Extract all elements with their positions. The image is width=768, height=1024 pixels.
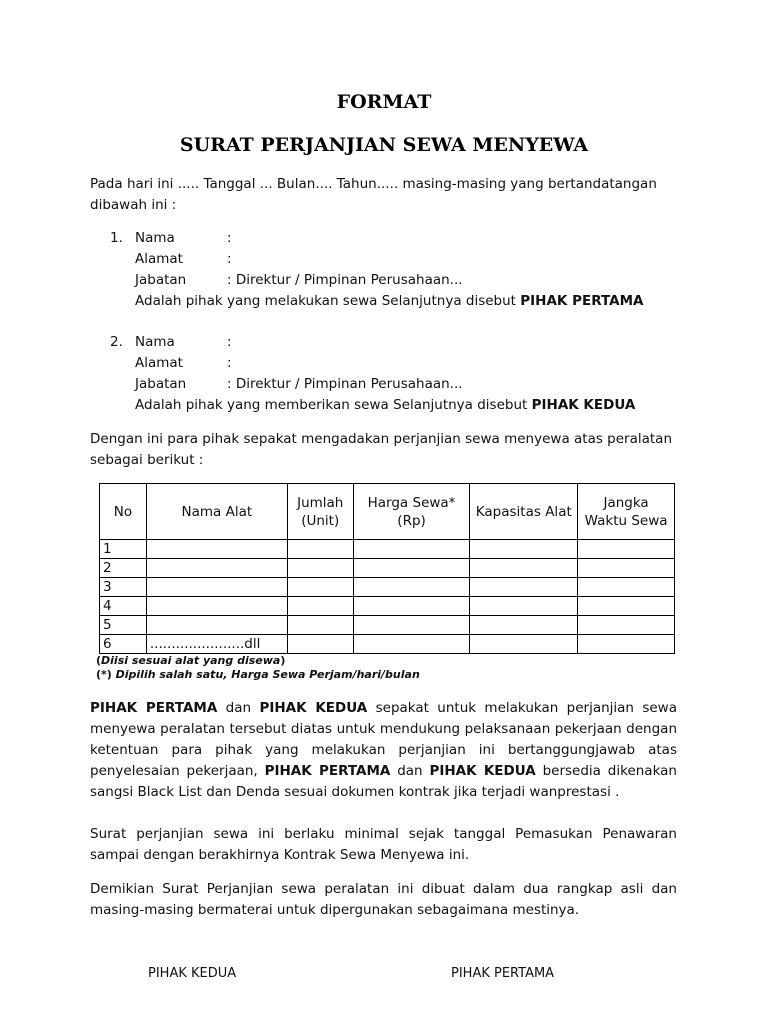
validity-paragraph: Surat perjanjian sewa ini berlaku minimal sejak tanggal Pemasukan Penawaran sampai dengan berakhirnya Kontrak Sewa Menyewa ini.	[90, 826, 677, 863]
party-1-address-label: Alamat	[135, 251, 183, 267]
party-1-address-value: :	[227, 251, 232, 267]
row-number: 2	[100, 559, 147, 578]
table-row	[100, 559, 675, 578]
equipment-table	[99, 483, 675, 654]
party-2-address-label: Alamat	[135, 355, 183, 371]
table-row	[100, 540, 675, 559]
row-item	[146, 540, 287, 559]
party-2-position-value: : Direktur / Pimpinan Perusahaan...	[227, 376, 463, 392]
p1-party-second: PIHAK KEDUA	[259, 700, 368, 716]
signature-party-first: PIHAK PERTAMA	[451, 966, 555, 981]
party-2-number: 2.	[110, 334, 123, 350]
header-capacity: Kapasitas Alat	[470, 484, 578, 540]
row-item	[146, 616, 287, 635]
row-number: 1	[100, 540, 147, 559]
p1-party-first-2: PIHAK PERTAMA	[264, 763, 391, 779]
note-2-prefix: (*)	[96, 668, 116, 681]
party-1-position-label: Jabatan	[135, 272, 187, 288]
row-number: 3	[100, 578, 147, 597]
party-2-name-value: :	[227, 334, 232, 350]
intro-line-1: Pada hari ini ..... Tanggal ... Bulan.... Tahun..... masing-masing yang bertandatangan	[90, 176, 657, 192]
party-2-position-label: Jabatan	[135, 376, 187, 392]
row-item	[146, 559, 287, 578]
note-1-text: Diisi sesuai alat yang disewa	[101, 654, 281, 667]
header-rental-price: Harga Sewa* (Rp)	[353, 484, 470, 540]
agreement-line-1: Dengan ini para pihak sepakat mengadakan perjanjian sewa menyewa atas peralatan	[90, 431, 673, 447]
party-1-name-value: :	[227, 230, 232, 246]
intro-paragraph	[90, 174, 677, 216]
note-2-text: Dipilih salah satu, Harga Sewa Perjam/hari/bulan	[115, 668, 420, 681]
table-note-2	[96, 668, 420, 681]
party-2-role: PIHAK KEDUA	[531, 397, 636, 413]
party-1-name-label: Nama	[135, 230, 175, 246]
table-row	[100, 578, 675, 597]
header-rental-period: Jangka Waktu Sewa	[578, 484, 675, 540]
header-quantity: Jumlah (Unit)	[287, 484, 353, 540]
p1-party-second-2: PIHAK KEDUA	[429, 763, 536, 779]
table-row	[100, 616, 675, 635]
document-subtitle: SURAT PERJANJIAN SEWA MENYEWA	[179, 134, 589, 156]
table-note-1	[96, 654, 285, 667]
agreement-terms-paragraph: PIHAK PERTAMA dan PIHAK KEDUA sepakat untuk melakukan perjanjian sewa menyewa peralatan tersebut diatas untuk mendukung pelaksanaan pekerjaan dengan ketentuan para pihak yang melakukan perjanjian ini bertanggungjawab atas penyelesaian pekerjaan, PIHAK PERTAMA dan PIHAK KEDUA bersedia dikenakan sangsi Black List dan Denda sesuai dokumen kontrak jika terjadi wanprestasi .	[90, 700, 677, 800]
table-row	[100, 635, 675, 654]
party-2-name-label: Nama	[135, 334, 175, 350]
row-number: 6	[100, 635, 147, 654]
note-1-open: (	[96, 654, 102, 667]
row-number: 5	[100, 616, 147, 635]
agreement-line-2: sebagai berikut :	[90, 452, 204, 468]
party-2-address-value: :	[227, 355, 232, 371]
row-number: 4	[100, 597, 147, 616]
intro-line-2: dibawah ini :	[90, 197, 177, 213]
party-1-description	[135, 291, 644, 312]
agreement-paragraph	[90, 429, 677, 471]
closing-paragraph: Demikian Surat Perjanjian sewa peralatan ini dibuat dalam dua rangkap asli dan masing-masing bermaterai untuk dipergunakan sebagaimana mestinya.	[90, 881, 677, 918]
signature-party-second: PIHAK KEDUA	[148, 966, 237, 981]
table-header-row	[100, 484, 675, 540]
party-1-position-value: : Direktur / Pimpinan Perusahaan...	[227, 272, 463, 288]
row-item	[146, 578, 287, 597]
party-2-desc-text: Adalah pihak yang memberikan sewa Selanjutnya disebut	[135, 397, 532, 413]
table-row	[100, 597, 675, 616]
party-1-desc-text: Adalah pihak yang melakukan sewa Selanjutnya disebut	[135, 293, 521, 309]
document-title: FORMAT	[336, 91, 432, 113]
party-1-role: PIHAK PERTAMA	[520, 293, 644, 309]
note-1-close: )	[280, 654, 286, 667]
row-item	[146, 597, 287, 616]
party-1-number: 1.	[110, 230, 123, 246]
header-no: No	[100, 484, 147, 540]
party-2-description	[135, 395, 635, 416]
row-item: ......................dll	[146, 635, 287, 654]
p1-party-first: PIHAK PERTAMA	[90, 700, 218, 716]
header-equipment-name: Nama Alat	[146, 484, 287, 540]
